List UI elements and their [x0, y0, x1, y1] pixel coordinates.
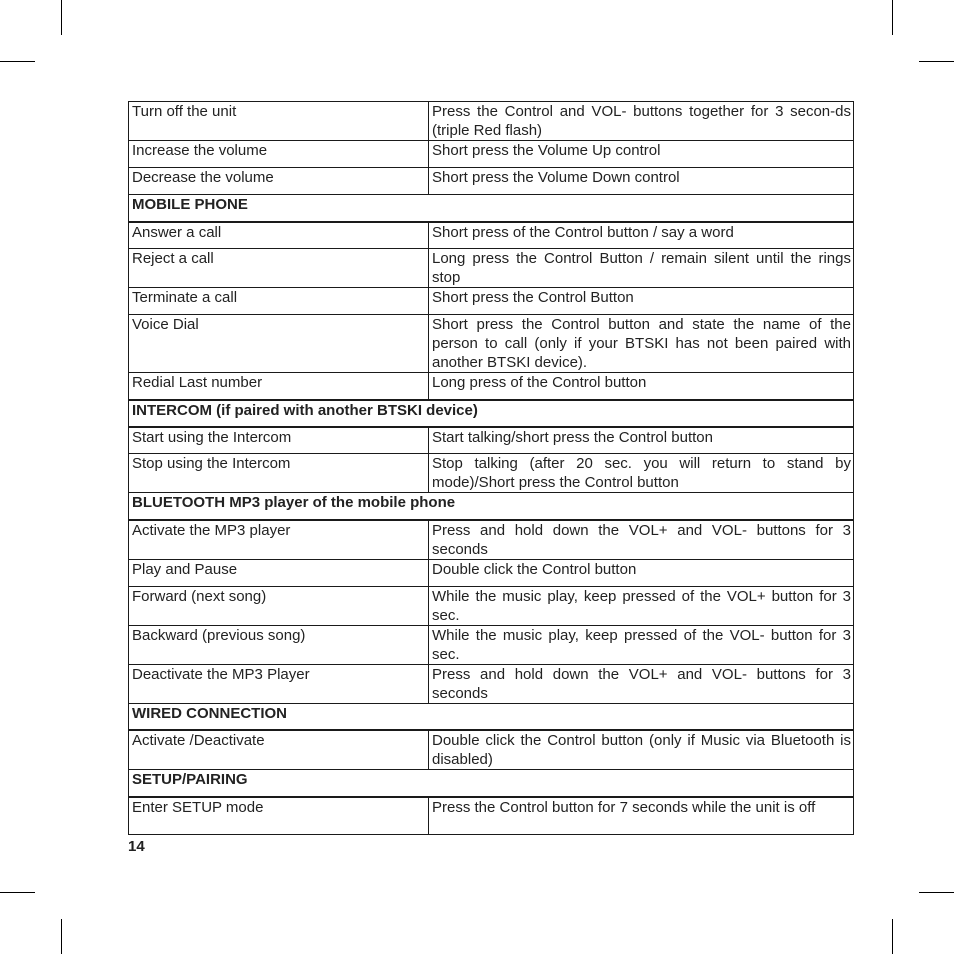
instruction-cell: Long press of the Control button	[429, 373, 854, 400]
section-title: WIRED CONNECTION	[129, 703, 854, 730]
instruction-cell: Double click the Control button (only if Music via Bluetooth is disabled)	[429, 730, 854, 770]
instruction-cell: Short press the Control button and state the name of the person to call (only if your BTSKI has not been paired with another BTSKI device).	[429, 315, 854, 373]
action-cell: Play and Pause	[129, 559, 429, 586]
action-cell: Forward (next song)	[129, 586, 429, 625]
section-header-row	[129, 493, 854, 520]
instruction-cell: Short press the Volume Up control	[429, 141, 854, 168]
action-cell: Answer a call	[129, 222, 429, 249]
table-row	[129, 373, 854, 400]
instruction-cell: Long press the Control Button / remain silent until the rings stop	[429, 249, 854, 288]
table-row	[129, 454, 854, 493]
instruction-cell: Press the Control and VOL- buttons together for 3 secon-ds (triple Red flash)	[429, 102, 854, 141]
crop-mark	[892, 919, 893, 954]
instruction-cell: Start talking/short press the Control button	[429, 427, 854, 454]
table-row	[129, 249, 854, 288]
table-row	[129, 559, 854, 586]
instruction-cell: Press and hold down the VOL+ and VOL- buttons for 3 seconds	[429, 520, 854, 560]
controls-table-body	[129, 102, 854, 835]
table-row	[129, 797, 854, 835]
instruction-cell: Short press the Control Button	[429, 288, 854, 315]
section-header-row	[129, 770, 854, 797]
action-cell: Voice Dial	[129, 315, 429, 373]
table-row	[129, 222, 854, 249]
action-cell: Turn off the unit	[129, 102, 429, 141]
section-header-row	[129, 703, 854, 730]
table-row	[129, 427, 854, 454]
action-cell: Deactivate the MP3 Player	[129, 664, 429, 703]
instruction-cell: While the music play, keep pressed of the VOL+ button for 3 sec.	[429, 586, 854, 625]
instruction-cell: Press the Control button for 7 seconds while the unit is off	[429, 797, 854, 835]
action-cell: Enter SETUP mode	[129, 797, 429, 835]
action-cell: Reject a call	[129, 249, 429, 288]
crop-mark	[919, 892, 954, 893]
table-row	[129, 141, 854, 168]
instruction-cell: Short press of the Control button / say a word	[429, 222, 854, 249]
action-cell: Activate /Deactivate	[129, 730, 429, 770]
section-title: BLUETOOTH MP3 player of the mobile phone	[129, 493, 854, 520]
table-row	[129, 520, 854, 560]
action-cell: Increase the volume	[129, 141, 429, 168]
table-row	[129, 168, 854, 195]
crop-mark	[0, 61, 35, 62]
action-cell: Stop using the Intercom	[129, 454, 429, 493]
table-row	[129, 586, 854, 625]
crop-mark	[892, 0, 893, 35]
table-row	[129, 730, 854, 770]
page-number: 14	[128, 838, 145, 855]
action-cell: Backward (previous song)	[129, 625, 429, 664]
instruction-cell: Short press the Volume Down control	[429, 168, 854, 195]
controls-table	[128, 101, 854, 835]
section-title: INTERCOM (if paired with another BTSKI device)	[129, 400, 854, 427]
action-cell: Decrease the volume	[129, 168, 429, 195]
instruction-cell: Press and hold down the VOL+ and VOL- buttons for 3 seconds	[429, 664, 854, 703]
section-header-row	[129, 195, 854, 222]
table-row	[129, 664, 854, 703]
crop-mark	[61, 919, 62, 954]
table-row	[129, 625, 854, 664]
action-cell: Redial Last number	[129, 373, 429, 400]
instruction-cell: Double click the Control button	[429, 559, 854, 586]
action-cell: Start using the Intercom	[129, 427, 429, 454]
instruction-cell: Stop talking (after 20 sec. you will return to stand by mode)/Short press the Control button	[429, 454, 854, 493]
crop-mark	[919, 61, 954, 62]
section-header-row	[129, 400, 854, 427]
section-title: MOBILE PHONE	[129, 195, 854, 222]
table-row	[129, 288, 854, 315]
instruction-cell: While the music play, keep pressed of the VOL- button for 3 sec.	[429, 625, 854, 664]
crop-mark	[61, 0, 62, 35]
table-row	[129, 315, 854, 373]
section-title: SETUP/PAIRING	[129, 770, 854, 797]
table-row	[129, 102, 854, 141]
action-cell: Terminate a call	[129, 288, 429, 315]
crop-mark	[0, 892, 35, 893]
action-cell: Activate the MP3 player	[129, 520, 429, 560]
